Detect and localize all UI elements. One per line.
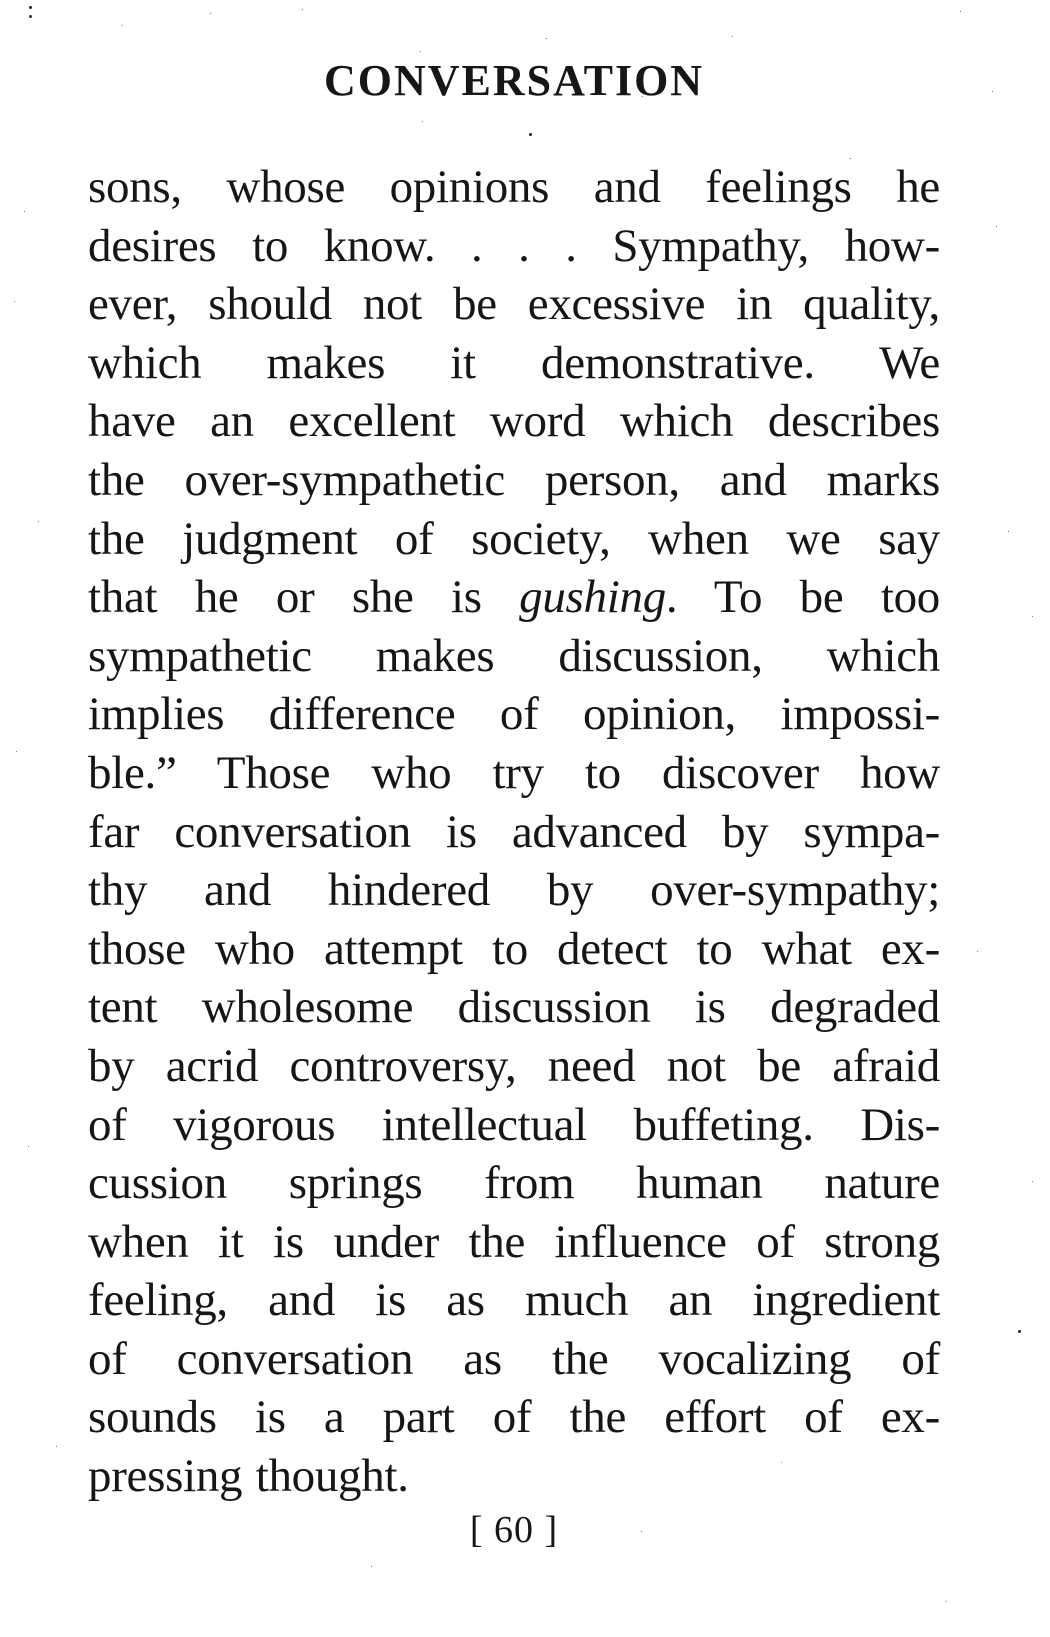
text-line [88, 1096, 940, 1155]
text-segment: sons, whose opinions and feelings he [88, 161, 940, 213]
text-line [88, 217, 940, 276]
text-segment: the judgment of society, when we say [88, 512, 940, 565]
text-segment: tent wholesome discussion is degraded [88, 981, 940, 1034]
text-line [88, 1213, 940, 1272]
text-segment: ever, should not be excessive in quality, [88, 278, 940, 331]
text-segment: far conversation is advanced by sympa- [88, 805, 940, 858]
text-segment: feeling, and is as much an ingredient [88, 1274, 940, 1327]
text-block [88, 158, 940, 1506]
text-segment: sympathetic makes discussion, which [88, 629, 940, 682]
text-line [88, 627, 940, 686]
text-segment: that he or she is [88, 571, 520, 624]
text-line [88, 158, 940, 217]
page-title: CONVERSATION [323, 56, 705, 105]
text-segment: which makes it demonstrative. We [88, 336, 940, 389]
text-segment: ble.” Those who try to discover how [88, 746, 940, 799]
italic-word: gushing [519, 571, 666, 624]
text-segment: those who attempt to detect to what ex- [88, 922, 940, 975]
text-line [88, 1447, 940, 1506]
text-segment: of conversation as the vocalizing of [88, 1332, 940, 1385]
text-segment: cussion springs from human nature [88, 1157, 940, 1210]
text-line [88, 1154, 940, 1213]
text-line [88, 275, 940, 334]
text-line [88, 392, 940, 451]
text-line [88, 1330, 940, 1389]
text-line [88, 510, 940, 569]
text-line [88, 861, 940, 920]
text-line [88, 920, 940, 979]
text-segment: pressing thought. [88, 1450, 409, 1503]
scan-noise [29, 6, 32, 9]
text-segment: when it is under the influence of strong [88, 1215, 940, 1268]
text-segment: thy and hindered by over-sympathy; [88, 864, 940, 917]
text-line [88, 1388, 940, 1447]
text-segment: sounds is a part of the effort of ex- [88, 1391, 940, 1444]
text-line [88, 568, 940, 627]
text-line [88, 978, 940, 1037]
text-line [88, 803, 940, 862]
text-segment: desires to know. . . . Sympathy, how- [88, 219, 940, 272]
text-segment: by acrid controversy, need not be afraid [88, 1039, 940, 1092]
text-segment: of vigorous intellectual buffeting. Dis- [88, 1098, 940, 1151]
text-segment: have an excellent word which describes [88, 395, 940, 448]
text-line [88, 334, 940, 393]
text-line [88, 744, 940, 803]
text-line [88, 451, 940, 510]
text-line [88, 685, 940, 744]
page-number: [ 60 ] [469, 1509, 559, 1551]
text-line [88, 1037, 940, 1096]
text-line [88, 1271, 940, 1330]
text-segment: . To be too [665, 571, 940, 624]
text-segment: implies difference of opinion, impossi- [88, 688, 940, 741]
text-segment: the over-sympathetic person, and marks [88, 453, 940, 506]
